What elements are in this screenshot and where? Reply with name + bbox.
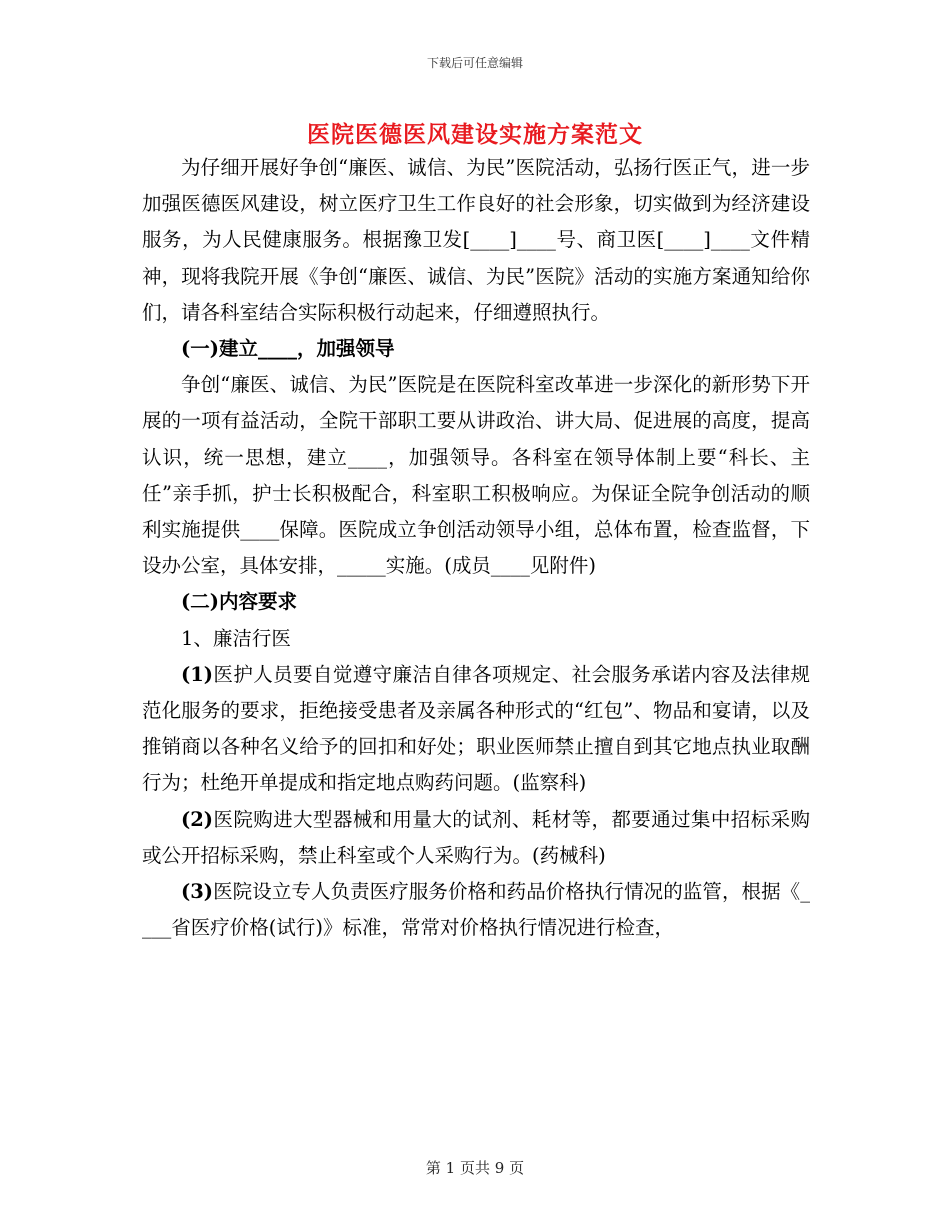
list-item [142, 802, 810, 874]
list-item [142, 874, 810, 946]
item-number: (3) [181, 880, 214, 904]
section1-paragraph: 争创“廉医、诚信、为民”医院是在医院科室改革进一步深化的新形势下开展的一项有益活动，全院干部职工要从讲政治、讲大局、促进展的高度，提高认识，统一思想，建立____，加强领导。各科室在领导体制上要“科长、主任”亲手抓，护士长积极配合，科室职工积极响应。为保证全院争创活动的顺利实施提供____保障。医院成立争创活动领导小组，总体布置，检查监督，下设办公室，具体安排，_____实施。(成员____见附件) [142, 373, 810, 578]
list-item [142, 657, 810, 802]
item-number: (1) [181, 662, 214, 686]
section1-heading: (一)建立____，加强领导 [181, 337, 395, 361]
section2-heading: (二)内容要求 [181, 590, 297, 614]
item-text: 医院设立专人负责医疗服务价格和药品价格执行情况的监管，根据《____省医疗价格(试行)》标准，常常对价格执行情况进行检查， [142, 880, 810, 940]
item-text: 医院购进大型器械和用量大的试剂、耗材等，都要通过集中招标采购或公开招标采购，禁止科室或个人采购行为。(药械科) [142, 807, 810, 867]
section2-subheading: 1、廉洁行医 [181, 626, 291, 650]
document-title: 医院医德医风建设实施方案范文 [307, 121, 643, 148]
intro-paragraph: 为仔细开展好争创“廉医、诚信、为民”医院活动，弘扬行医正气，进一步加强医德医风建设，树立医疗卫生工作良好的社会形象，切实做到为经济建设服务，为人民健康服务。根据豫卫发[____]____号、商卫医[____]____文件精神，现将我院开展《争创“廉医、诚信、为民”医院》活动的实施方案通知给你们，请各科室结合实际积极行动起来，仔细遵照执行。 [142, 156, 810, 324]
item-number: (2) [181, 807, 214, 831]
page-header: 下载后可任意编辑 [426, 56, 523, 70]
item-text: 医护人员要自觉遵守廉洁自律各项规定、社会服务承诺内容及法律规范化服务的要求，拒绝接受患者及亲属各种形式的“红包”、物品和宴请，以及推销商以各种名义给予的回扣和好处；职业医师禁止擅自到其它地点执业取酬行为；杜绝开单提成和指定地点购药问题。(监察科) [142, 662, 810, 795]
page-footer: 第 1 页共 9 页 [425, 1159, 525, 1177]
document-body [142, 150, 810, 946]
